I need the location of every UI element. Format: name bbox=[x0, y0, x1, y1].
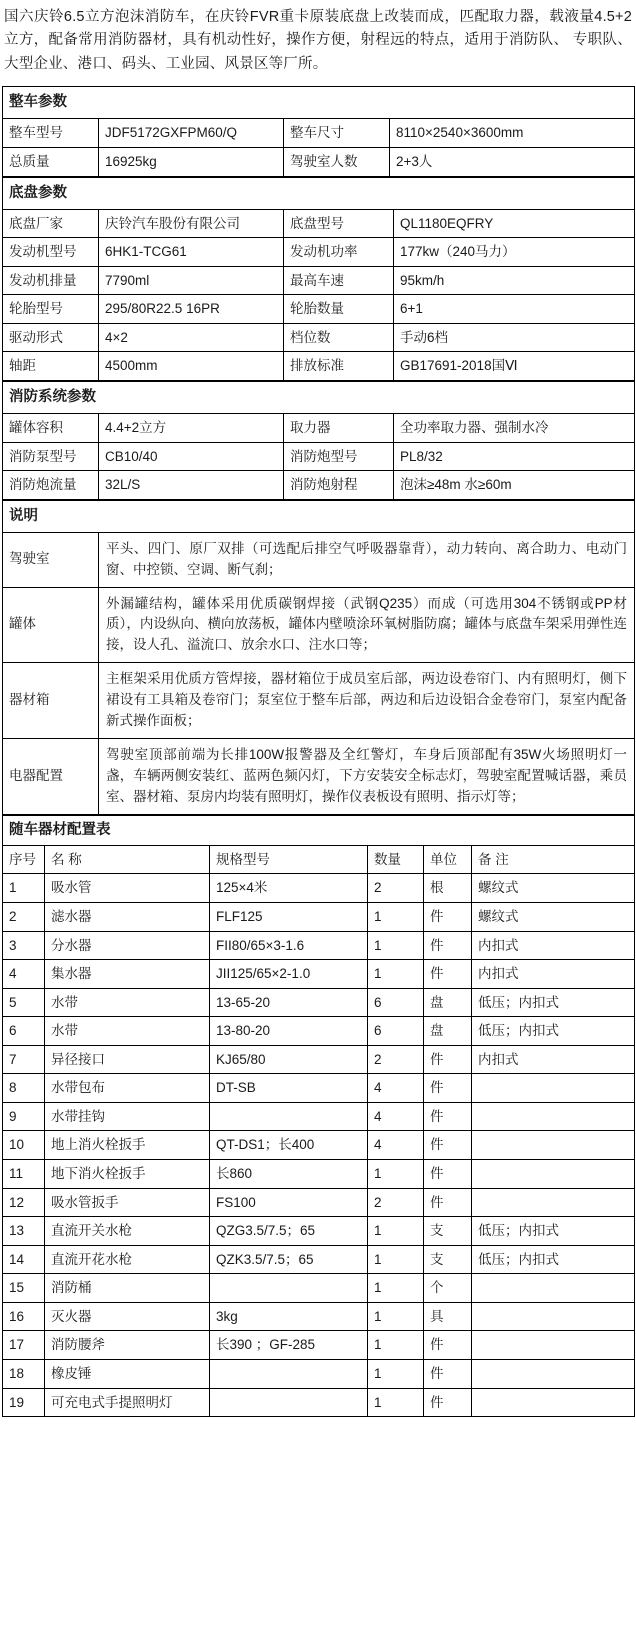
table-row bbox=[3, 663, 635, 739]
cell-index: 17 bbox=[3, 1331, 45, 1360]
row-value: 6HK1-TCG61 bbox=[99, 238, 284, 267]
table-row bbox=[3, 1388, 635, 1417]
section-title-description: 说明 bbox=[3, 500, 635, 532]
table-row bbox=[3, 1160, 635, 1189]
cell-index: 2 bbox=[3, 902, 45, 931]
row-label: 电器配置 bbox=[3, 739, 99, 815]
cell-model: KJ65/80 bbox=[210, 1045, 368, 1074]
cell-qty: 1 bbox=[368, 1388, 424, 1417]
cell-qty: 1 bbox=[368, 931, 424, 960]
cell-unit: 件 bbox=[424, 1160, 472, 1189]
cell-unit: 件 bbox=[424, 1359, 472, 1388]
cell-name: 直流开花水枪 bbox=[45, 1245, 210, 1274]
row-label: 驾驶室人数 bbox=[284, 148, 390, 177]
cell-index: 5 bbox=[3, 988, 45, 1017]
cell-qty: 6 bbox=[368, 1017, 424, 1046]
row-label: 发动机排量 bbox=[3, 266, 99, 295]
cell-unit: 件 bbox=[424, 1331, 472, 1360]
cell-unit: 件 bbox=[424, 1188, 472, 1217]
table-row bbox=[3, 960, 635, 989]
description-table bbox=[2, 500, 635, 815]
column-header-unit: 单位 bbox=[424, 845, 472, 874]
cell-unit: 件 bbox=[424, 1102, 472, 1131]
row-label: 整车尺寸 bbox=[284, 119, 390, 148]
table-row bbox=[3, 1045, 635, 1074]
cell-remark: 螺纹式 bbox=[472, 902, 635, 931]
cell-remark: 低压；内扣式 bbox=[472, 1217, 635, 1246]
cell-name: 橡皮锤 bbox=[45, 1359, 210, 1388]
cell-model bbox=[210, 1359, 368, 1388]
cell-remark bbox=[472, 1331, 635, 1360]
cell-model: 长860 bbox=[210, 1160, 368, 1189]
row-label: 排放标准 bbox=[284, 352, 394, 381]
column-header-index: 序号 bbox=[3, 845, 45, 874]
cell-name: 集水器 bbox=[45, 960, 210, 989]
cell-qty: 1 bbox=[368, 960, 424, 989]
table-row bbox=[3, 1188, 635, 1217]
cell-model: 125×4米 bbox=[210, 874, 368, 903]
cell-name: 直流开关水枪 bbox=[45, 1217, 210, 1246]
row-label: 消防炮型号 bbox=[284, 442, 394, 471]
cell-index: 18 bbox=[3, 1359, 45, 1388]
chassis-params-table bbox=[2, 177, 635, 381]
cell-remark: 低压；内扣式 bbox=[472, 988, 635, 1017]
cell-index: 7 bbox=[3, 1045, 45, 1074]
table-row bbox=[3, 119, 635, 148]
cell-index: 11 bbox=[3, 1160, 45, 1189]
row-value: 6+1 bbox=[394, 295, 635, 324]
cell-name: 地上消火栓扳手 bbox=[45, 1131, 210, 1160]
cell-remark bbox=[472, 1160, 635, 1189]
row-label: 驱动形式 bbox=[3, 323, 99, 352]
cell-model bbox=[210, 1274, 368, 1303]
cell-remark: 内扣式 bbox=[472, 960, 635, 989]
row-value: PL8/32 bbox=[394, 442, 635, 471]
row-label: 罐体容积 bbox=[3, 414, 99, 443]
cell-model: 长390 ；GF-285 bbox=[210, 1331, 368, 1360]
section-title-fire: 消防系统参数 bbox=[3, 381, 635, 413]
row-value: 2+3人 bbox=[390, 148, 635, 177]
row-label: 驾驶室 bbox=[3, 532, 99, 587]
column-header-name: 名 称 bbox=[45, 845, 210, 874]
row-label: 轴距 bbox=[3, 352, 99, 381]
cell-index: 8 bbox=[3, 1074, 45, 1103]
cell-index: 10 bbox=[3, 1131, 45, 1160]
cell-model: 13-80-20 bbox=[210, 1017, 368, 1046]
cell-name: 可充电式手提照明灯 bbox=[45, 1388, 210, 1417]
cell-qty: 1 bbox=[368, 902, 424, 931]
table-row bbox=[3, 414, 635, 443]
cell-qty: 2 bbox=[368, 1045, 424, 1074]
table-row bbox=[3, 931, 635, 960]
table-row bbox=[3, 1131, 635, 1160]
table-row bbox=[3, 148, 635, 177]
row-value: 177kw（240马力） bbox=[394, 238, 635, 267]
cell-qty: 1 bbox=[368, 1302, 424, 1331]
cell-model: QZK3.5/7.5；65 bbox=[210, 1245, 368, 1274]
column-header-remark: 备 注 bbox=[472, 845, 635, 874]
table-row bbox=[3, 442, 635, 471]
cell-model: FS100 bbox=[210, 1188, 368, 1217]
cell-model: JII125/65×2-1.0 bbox=[210, 960, 368, 989]
cell-qty: 4 bbox=[368, 1074, 424, 1103]
section-title-equipment: 随车器材配置表 bbox=[3, 815, 635, 845]
cell-name: 消防腰斧 bbox=[45, 1331, 210, 1360]
table-row bbox=[3, 1102, 635, 1131]
cell-name: 滤水器 bbox=[45, 902, 210, 931]
row-value: GB17691-2018国Ⅵ bbox=[394, 352, 635, 381]
cell-remark bbox=[472, 1131, 635, 1160]
cell-model: FLF125 bbox=[210, 902, 368, 931]
section-title-chassis: 底盘参数 bbox=[3, 177, 635, 209]
row-value: 4×2 bbox=[99, 323, 284, 352]
row-value: 8110×2540×3600mm bbox=[390, 119, 635, 148]
cell-name: 吸水管扳手 bbox=[45, 1188, 210, 1217]
cell-qty: 2 bbox=[368, 874, 424, 903]
row-label: 消防炮流量 bbox=[3, 471, 99, 500]
cell-qty: 1 bbox=[368, 1160, 424, 1189]
cell-model: 3kg bbox=[210, 1302, 368, 1331]
cell-model: DT-SB bbox=[210, 1074, 368, 1103]
cell-remark: 低压；内扣式 bbox=[472, 1245, 635, 1274]
intro-paragraph: 国六庆铃6.5立方泡沫消防车，在庆铃FVR重卡原装底盘上改装而成，匹配取力器，载液量4.5+2立方，配备常用消防器材，具有机动性好，操作方便，射程远的特点，适用于消防队、 专职队、大型企业、港口、码头、工业园、风景区等厂所。 bbox=[4, 9, 632, 72]
cell-remark bbox=[472, 1302, 635, 1331]
equipment-table bbox=[2, 815, 635, 1417]
cell-index: 12 bbox=[3, 1188, 45, 1217]
table-row bbox=[3, 1274, 635, 1303]
cell-name: 地下消火栓扳手 bbox=[45, 1160, 210, 1189]
row-label: 底盘型号 bbox=[284, 209, 394, 238]
row-label: 消防炮射程 bbox=[284, 471, 394, 500]
cell-index: 3 bbox=[3, 931, 45, 960]
row-value: 驾驶室顶部前端为长排100W报警器及全红警灯，车身后顶部配有35W火场照明灯一盏，车辆两侧安装红、蓝两色频闪灯，下方安装安全标志灯，驾驶室配置喊话器，乘员室、器材箱、泵房内均装有照明灯，操作仪表板设有照明、指示灯等； bbox=[99, 739, 635, 815]
cell-name: 水带 bbox=[45, 988, 210, 1017]
cell-model bbox=[210, 1102, 368, 1131]
cell-index: 15 bbox=[3, 1274, 45, 1303]
cell-index: 19 bbox=[3, 1388, 45, 1417]
cell-index: 16 bbox=[3, 1302, 45, 1331]
cell-remark: 螺纹式 bbox=[472, 874, 635, 903]
cell-qty: 1 bbox=[368, 1217, 424, 1246]
table-row bbox=[3, 295, 635, 324]
row-value: 手动6档 bbox=[394, 323, 635, 352]
cell-remark bbox=[472, 1388, 635, 1417]
row-label: 器材箱 bbox=[3, 663, 99, 739]
cell-unit: 支 bbox=[424, 1217, 472, 1246]
table-row bbox=[3, 1245, 635, 1274]
cell-index: 14 bbox=[3, 1245, 45, 1274]
cell-name: 消防桶 bbox=[45, 1274, 210, 1303]
row-value: QL1180EQFRY bbox=[394, 209, 635, 238]
section-header-description bbox=[3, 500, 635, 532]
cell-name: 分水器 bbox=[45, 931, 210, 960]
cell-name: 异径接口 bbox=[45, 1045, 210, 1074]
table-row bbox=[3, 1217, 635, 1246]
vehicle-params-table bbox=[2, 86, 635, 176]
row-value: JDF5172GXFPM60/Q bbox=[99, 119, 284, 148]
row-value: CB10/40 bbox=[99, 442, 284, 471]
table-row bbox=[3, 1074, 635, 1103]
cell-model: 13-65-20 bbox=[210, 988, 368, 1017]
table-row bbox=[3, 209, 635, 238]
cell-name: 水带 bbox=[45, 1017, 210, 1046]
row-label: 整车型号 bbox=[3, 119, 99, 148]
cell-unit: 盘 bbox=[424, 988, 472, 1017]
cell-qty: 4 bbox=[368, 1131, 424, 1160]
section-header-fire bbox=[3, 381, 635, 413]
table-row bbox=[3, 238, 635, 267]
row-label: 最高车速 bbox=[284, 266, 394, 295]
cell-unit: 根 bbox=[424, 874, 472, 903]
table-row bbox=[3, 739, 635, 815]
section-header-chassis bbox=[3, 177, 635, 209]
table-row bbox=[3, 323, 635, 352]
row-label: 消防泵型号 bbox=[3, 442, 99, 471]
section-header-equipment bbox=[3, 815, 635, 845]
cell-index: 13 bbox=[3, 1217, 45, 1246]
row-label: 轮胎数量 bbox=[284, 295, 394, 324]
cell-index: 9 bbox=[3, 1102, 45, 1131]
cell-remark bbox=[472, 1074, 635, 1103]
cell-remark: 内扣式 bbox=[472, 931, 635, 960]
row-value: 4.4+2立方 bbox=[99, 414, 284, 443]
cell-remark: 低压；内扣式 bbox=[472, 1017, 635, 1046]
cell-unit: 件 bbox=[424, 902, 472, 931]
cell-unit: 具 bbox=[424, 1302, 472, 1331]
row-label: 轮胎型号 bbox=[3, 295, 99, 324]
cell-remark bbox=[472, 1359, 635, 1388]
cell-qty: 6 bbox=[368, 988, 424, 1017]
table-row bbox=[3, 532, 635, 587]
row-value: 32L/S bbox=[99, 471, 284, 500]
row-value: 95km/h bbox=[394, 266, 635, 295]
cell-index: 1 bbox=[3, 874, 45, 903]
table-row bbox=[3, 266, 635, 295]
cell-qty: 1 bbox=[368, 1274, 424, 1303]
cell-qty: 4 bbox=[368, 1102, 424, 1131]
cell-model: QZG3.5/7.5；65 bbox=[210, 1217, 368, 1246]
row-label: 档位数 bbox=[284, 323, 394, 352]
table-row bbox=[3, 1331, 635, 1360]
cell-qty: 1 bbox=[368, 1331, 424, 1360]
table-row bbox=[3, 471, 635, 500]
section-title-vehicle: 整车参数 bbox=[3, 87, 635, 119]
cell-unit: 件 bbox=[424, 1388, 472, 1417]
cell-model: QT-DS1；长400 bbox=[210, 1131, 368, 1160]
row-value: 外漏罐结构，罐体采用优质碳钢焊接（武钢Q235）而成（可选用304不锈钢或PP材质），内设纵向、横向放荡板，罐体内壁喷涂环氧树脂防腐；罐体与底盘车架采用弹性连接，设人孔、溢流口、放余水口、注水口等； bbox=[99, 587, 635, 663]
cell-model bbox=[210, 1388, 368, 1417]
cell-unit: 件 bbox=[424, 931, 472, 960]
row-value: 16925kg bbox=[99, 148, 284, 177]
table-row bbox=[3, 587, 635, 663]
row-label: 发动机功率 bbox=[284, 238, 394, 267]
cell-unit: 个 bbox=[424, 1274, 472, 1303]
table-row bbox=[3, 352, 635, 381]
cell-unit: 盘 bbox=[424, 1017, 472, 1046]
table-row bbox=[3, 1359, 635, 1388]
cell-qty: 2 bbox=[368, 1188, 424, 1217]
cell-name: 灭火器 bbox=[45, 1302, 210, 1331]
table-row bbox=[3, 902, 635, 931]
cell-remark: 内扣式 bbox=[472, 1045, 635, 1074]
cell-name: 水带包布 bbox=[45, 1074, 210, 1103]
cell-index: 6 bbox=[3, 1017, 45, 1046]
table-row bbox=[3, 874, 635, 903]
row-label: 总质量 bbox=[3, 148, 99, 177]
column-header-qty: 数量 bbox=[368, 845, 424, 874]
row-value: 平头、四门、原厂双排（可选配后排空气呼吸器靠背），动力转向、离合助力、电动门窗、中控锁、空调、断气刹； bbox=[99, 532, 635, 587]
row-label: 罐体 bbox=[3, 587, 99, 663]
cell-unit: 件 bbox=[424, 1045, 472, 1074]
row-value: 主框架采用优质方管焊接，器材箱位于成员室后部，两边设卷帘门、内有照明灯，侧下裙设有工具箱及卷帘门；泵室位于整车后部，两边和后边设铝合金卷帘门，泵室内配备新式操作面板； bbox=[99, 663, 635, 739]
table-row bbox=[3, 1302, 635, 1331]
cell-qty: 1 bbox=[368, 1245, 424, 1274]
table-row bbox=[3, 1017, 635, 1046]
fire-system-params-table bbox=[2, 381, 635, 500]
section-header-vehicle bbox=[3, 87, 635, 119]
cell-unit: 件 bbox=[424, 1074, 472, 1103]
row-value: 庆铃汽车股份有限公司 bbox=[99, 209, 284, 238]
row-value: 4500mm bbox=[99, 352, 284, 381]
cell-qty: 1 bbox=[368, 1359, 424, 1388]
row-label: 取力器 bbox=[284, 414, 394, 443]
cell-remark bbox=[472, 1274, 635, 1303]
cell-remark bbox=[472, 1188, 635, 1217]
equipment-header-row bbox=[3, 845, 635, 874]
cell-unit: 件 bbox=[424, 960, 472, 989]
row-value: 295/80R22.5 16PR bbox=[99, 295, 284, 324]
row-value: 泡沫≥48m 水≥60m bbox=[394, 471, 635, 500]
cell-unit: 支 bbox=[424, 1245, 472, 1274]
cell-model: FII80/65×3-1.6 bbox=[210, 931, 368, 960]
row-value: 全功率取力器、强制水冷 bbox=[394, 414, 635, 443]
cell-name: 水带挂钩 bbox=[45, 1102, 210, 1131]
row-label: 发动机型号 bbox=[3, 238, 99, 267]
row-label: 底盘厂家 bbox=[3, 209, 99, 238]
cell-remark bbox=[472, 1102, 635, 1131]
row-value: 7790ml bbox=[99, 266, 284, 295]
table-row bbox=[3, 988, 635, 1017]
cell-index: 4 bbox=[3, 960, 45, 989]
cell-name: 吸水管 bbox=[45, 874, 210, 903]
column-header-model: 规格型号 bbox=[210, 845, 368, 874]
cell-unit: 件 bbox=[424, 1131, 472, 1160]
